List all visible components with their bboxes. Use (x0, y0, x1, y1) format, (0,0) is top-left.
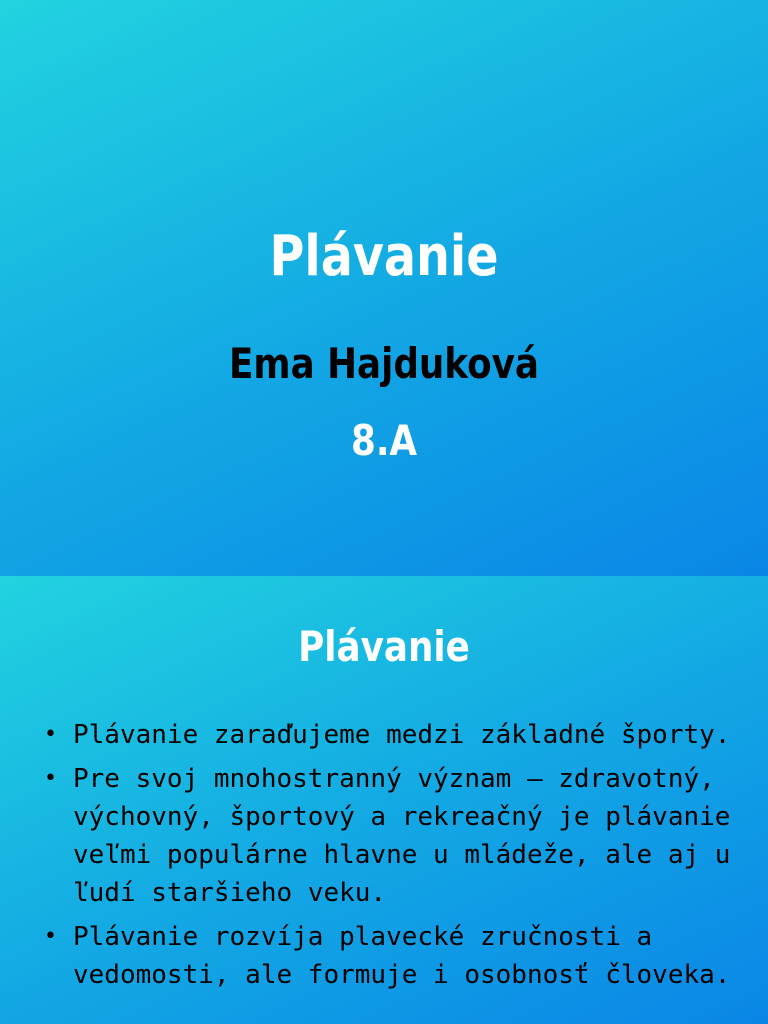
bullet-item (44, 716, 754, 754)
bullet-text: Pre svoj mnohostranný význam – zdravotný, výchovný, športový a rekreačný je plávanie veľmi populárne hlavne u mládeže, ale aj u ľudí staršieho veku. (73, 764, 731, 908)
class-label: 8.A (350, 416, 418, 465)
content-slide (0, 576, 768, 1024)
bullet-marker-icon: • (44, 722, 57, 747)
bullet-item (44, 760, 754, 912)
slide-title: Plávanie (269, 224, 499, 289)
content-slide-title: Plávanie (298, 622, 470, 671)
bullet-list (44, 716, 754, 1000)
bullet-text: Plávanie zaraďujeme medzi základné športy. (73, 720, 731, 750)
bullet-marker-icon: • (44, 924, 57, 949)
bullet-text: Plávanie rozvíja plavecké zručnosti a vedomosti, ale formuje i osobnosť človeka. (73, 922, 731, 990)
author-name: Ema Hajduková (229, 339, 539, 388)
bullet-marker-icon: • (44, 766, 57, 791)
bullet-item (44, 918, 754, 994)
